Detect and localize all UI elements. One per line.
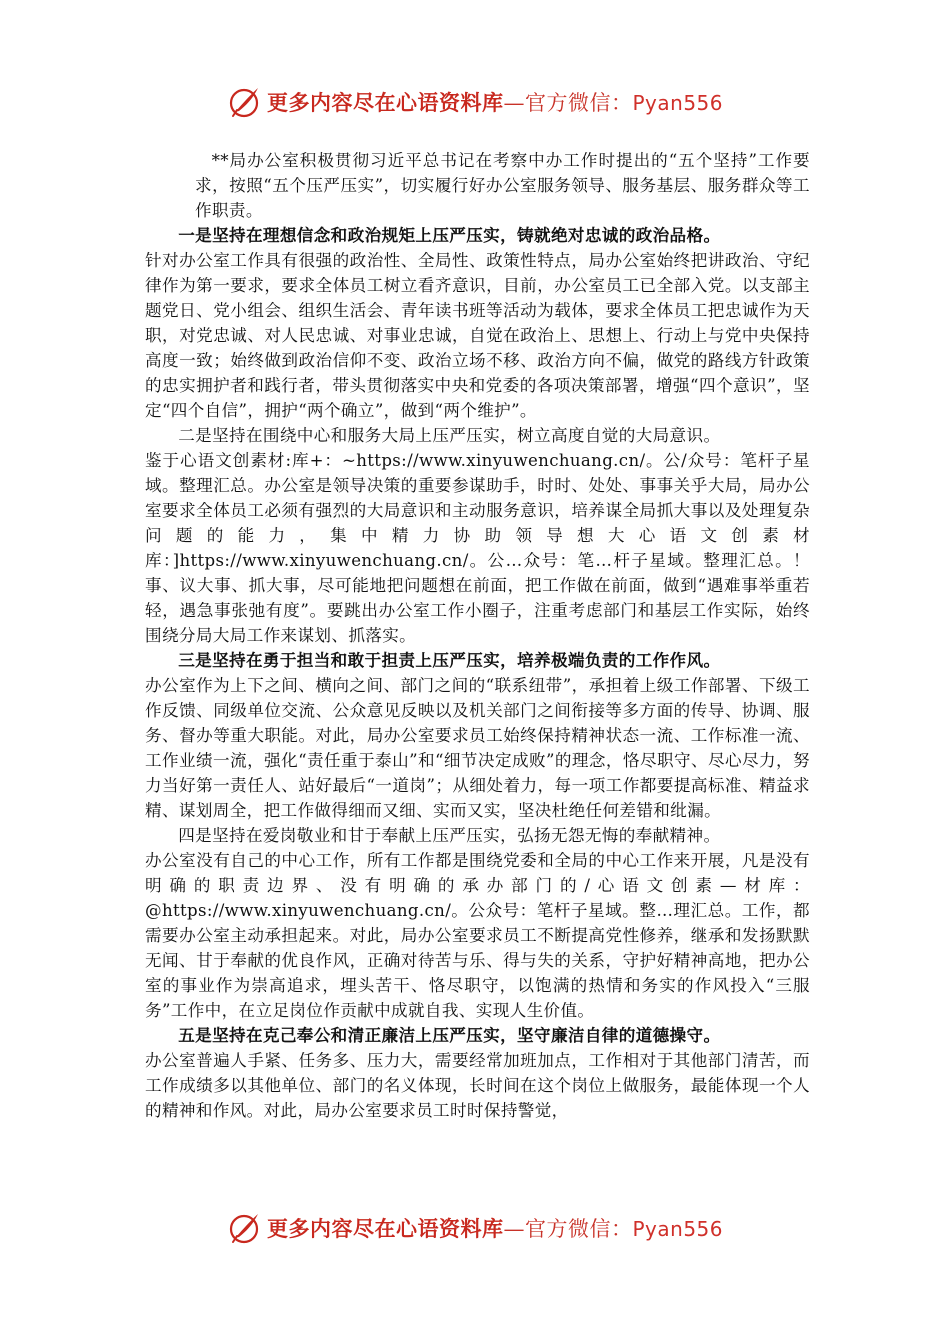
section-heading-3: 三是坚持在勇于担当和敢于担责上压严压实，培养极端负责的工作作风。 — [178, 650, 721, 670]
banner-dash: — — [503, 91, 525, 115]
section-heading-5: 五是坚持在克己奉公和清正廉洁上压严压实，坚守廉洁自律的道德操守。 — [178, 1025, 721, 1045]
article-body — [145, 148, 810, 1123]
banner-official: 官方微信： — [524, 1217, 633, 1241]
banner-text — [267, 1213, 723, 1243]
lead-paragraph: **局办公室积极贯彻习近平总书记在考察中办工作时提出的“五个坚持”工作要求，按照“五个压严压实”，切实履行好办公室服务领导、服务基层、服务群众等工作职责。 — [195, 151, 810, 220]
quill-logo-icon — [227, 84, 263, 120]
banner-wechat-id: Pyan556 — [632, 1217, 723, 1241]
banner-text — [267, 87, 723, 117]
body-paragraph-1: 针对办公室工作具有很强的政治性、全局性、政策性特点，局办公室始终把讲政治、守纪律作为第一要求，要求全体员工树立看齐意识，目前，办公室员工已全部入党。以支部主题党日、党小组会、组织生活会、青年读书班等活动为载体，要求全体员工把忠诚作为天职，对党忠诚、对人民忠诚、对事业忠诚，自觉在政治上、思想上、行动上与党中央保持高度一致；始终做到政治信仰不变、政治立场不移、政治方向不偏，做党的路线方针政策的忠实拥护者和践行者，带头贯彻落实中央和党委的各项决策部署，增强“四个意识”，坚定“四个自信”，拥护“两个确立”，做到“两个维护”。 — [145, 251, 810, 420]
banner-wechat-id: Pyan556 — [632, 91, 723, 115]
body-paragraph-4: 办公室没有自己的中心工作，所有工作都是围绕党委和全局的中心工作来开展，凡是没有明确的职责边界、没有明确的承办部门的/心语文创素—材库：@https://www.xinyuwenchuang.cn/。公众号：笔杆子星域。整…理汇总。工作，都需要办公室主动承担起来。对此，局办公室要求员工不断提高党性修养，继承和发扬默默无闻、甘于奉献的优良作风，正确对待苦与乐、得与失的关系，守护好精神高地，把办公室的事业作为崇高追求，埋头苦干、恪尽职守，以饱满的热情和务实的作风投入“三服务”工作中，在立足岗位作贡献中成就自我、实现人生价值。 — [145, 851, 810, 1020]
section-heading-1: 一是坚持在理想信念和政治规矩上压严压实，铸就绝对忠诚的政治品格。 — [178, 225, 721, 245]
body-paragraph-2: 鉴于心语文创素材:库+：~https://www.xinyuwenchuang.cn/。公/众号：笔杆子星域。整理汇总。办公室是领导决策的重要参谋助手，时时、处处、事事关乎大局，局办公室要求全体员工必须有强烈的大局意识和主动服务意识，培养谋全局抓大事以及处理复杂问题的能力，集中精力协助领导想大心语文创素材库：]https://www.xinyuwenchuang.cn/。公…众号：笔…杆子星域。整理汇总。！事、议大事、抓大事，尽可能地把问题想在前面，把工作做在前面，做到“遇难事举重若轻，遇急事张弛有度”。要跳出办公室工作小圈子，注重考虑部门和基层工作实际，始终围绕分局大局工作来谋划、抓落实。 — [145, 451, 810, 645]
banner-brand: 更多内容尽在心语资料库 — [266, 1216, 504, 1241]
banner-brand: 更多内容尽在心语资料库 — [266, 90, 504, 115]
banner-dash: — — [503, 1217, 525, 1241]
section-heading-2: 二是坚持在围绕中心和服务大局上压严压实，树立高度自觉的大局意识。 — [178, 426, 721, 445]
section-heading-4: 四是坚持在爱岗敬业和甘于奉献上压严压实，弘扬无怨无悔的奉献精神。 — [178, 826, 721, 845]
body-paragraph-3: 办公室作为上下之间、横向之间、部门之间的“联系纽带”，承担着上级工作部署、下级工作反馈、同级单位交流、公众意见反映以及机关部门之间衔接等多方面的传导、协调、服务、督办等重大职能。对此，局办公室要求员工始终保持精神状态一流、工作标准一流、工作业绩一流，强化“责任重于泰山”和“细节决定成败”的理念，恪尽职守、尽心尽力，努力当好第一责任人、站好最后“一道岗”；从细处着力，每一项工作都要提高标准、精益求精、谋划周全，把工作做得细而又细、实而又实，坚决杜绝任何差错和纰漏。 — [145, 676, 810, 820]
body-paragraph-5: 办公室普遍人手紧、任务多、压力大，需要经常加班加点，工作相对于其他部门清苦，而工作成绩多以其他单位、部门的名义体现，长时间在这个岗位上做服务，最能体现一个人的精神和作风。对此，局办公室要求员工时时保持警觉， — [145, 1051, 810, 1120]
footer-banner — [0, 1206, 950, 1250]
quill-logo-icon — [227, 1210, 263, 1246]
banner-official: 官方微信： — [524, 91, 633, 115]
header-banner — [0, 80, 950, 124]
